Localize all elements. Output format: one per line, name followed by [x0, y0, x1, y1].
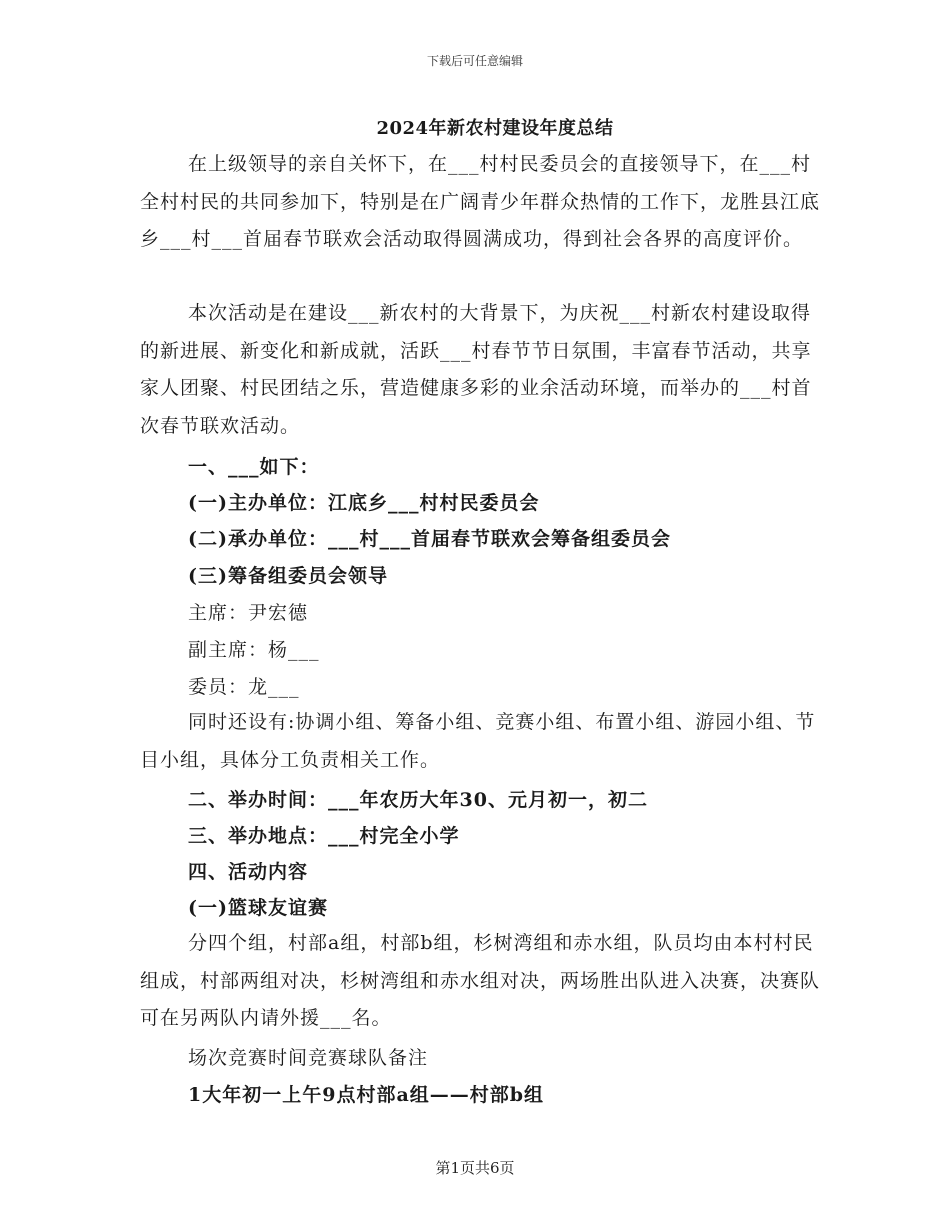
vice-chair-line: 副主席：杨___: [188, 639, 320, 661]
paragraph-background: 本次活动是在建设___新农村的大背景下，为庆祝___村新农村建设取得的新进展、新变化和新成就，活跃___村春节节日氛围，丰富春节活动，共享家人团聚、村民团结之乐，营造健康多彩的业余活动环境，而举办的___村首次春节联欢活动。: [140, 302, 812, 437]
match-row-1: 1大年初一上午9点村部a组——村部b组: [188, 1084, 545, 1106]
section-heading-1: 一、___如下：: [188, 456, 320, 478]
organizer-line: (一)主办单位：江底乡___村村民委员会: [188, 492, 540, 514]
member-line: 委员：龙___: [188, 676, 300, 698]
co-organizer-line: (二)承办单位：___村___首届春节联欢会筹备组委员会: [188, 528, 671, 550]
section-heading-4: 四、活动内容: [188, 861, 309, 883]
document-title: 2024年新农村建设年度总结: [376, 118, 614, 139]
page-number: 第1页共6页: [435, 1159, 515, 1177]
chair-line: 主席：尹宏德: [188, 602, 309, 624]
paragraph-intro: 在上级领导的亲自关怀下，在___村村民委员会的直接领导下，在___村全村村民的共同参加下，特别是在广阔青少年群众热情的工作下，龙胜县江底乡___村___首届春节联欢会活动取得圆满成功，得到社会各界的高度评价。: [140, 153, 821, 250]
match-table-header: 场次竞赛时间竞赛球队备注: [188, 1047, 429, 1069]
section-heading-2: 二、举办时间：___年农历大年30、元月初一，初二: [188, 789, 648, 811]
header-note: 下载后可任意编辑: [426, 54, 523, 68]
committee-heading: (三)筹备组委员会领导: [188, 565, 388, 587]
paragraph-groups: 同时还设有:协调小组、筹备小组、竞赛小组、布置小组、游园小组、节目小组，具体分工负责相关工作。: [140, 711, 816, 771]
basketball-heading: (一)篮球友谊赛: [188, 897, 328, 919]
section-heading-3: 三、举办地点：___村完全小学: [188, 825, 460, 847]
paragraph-basketball: 分四个组，村部a组，村部b组，杉树湾组和赤水组，队员均由本村村民组成，村部两组对决，杉树湾组和赤水组对决，两场胜出队进入决赛，决赛队可在另两队内请外援___名。: [140, 932, 821, 1029]
